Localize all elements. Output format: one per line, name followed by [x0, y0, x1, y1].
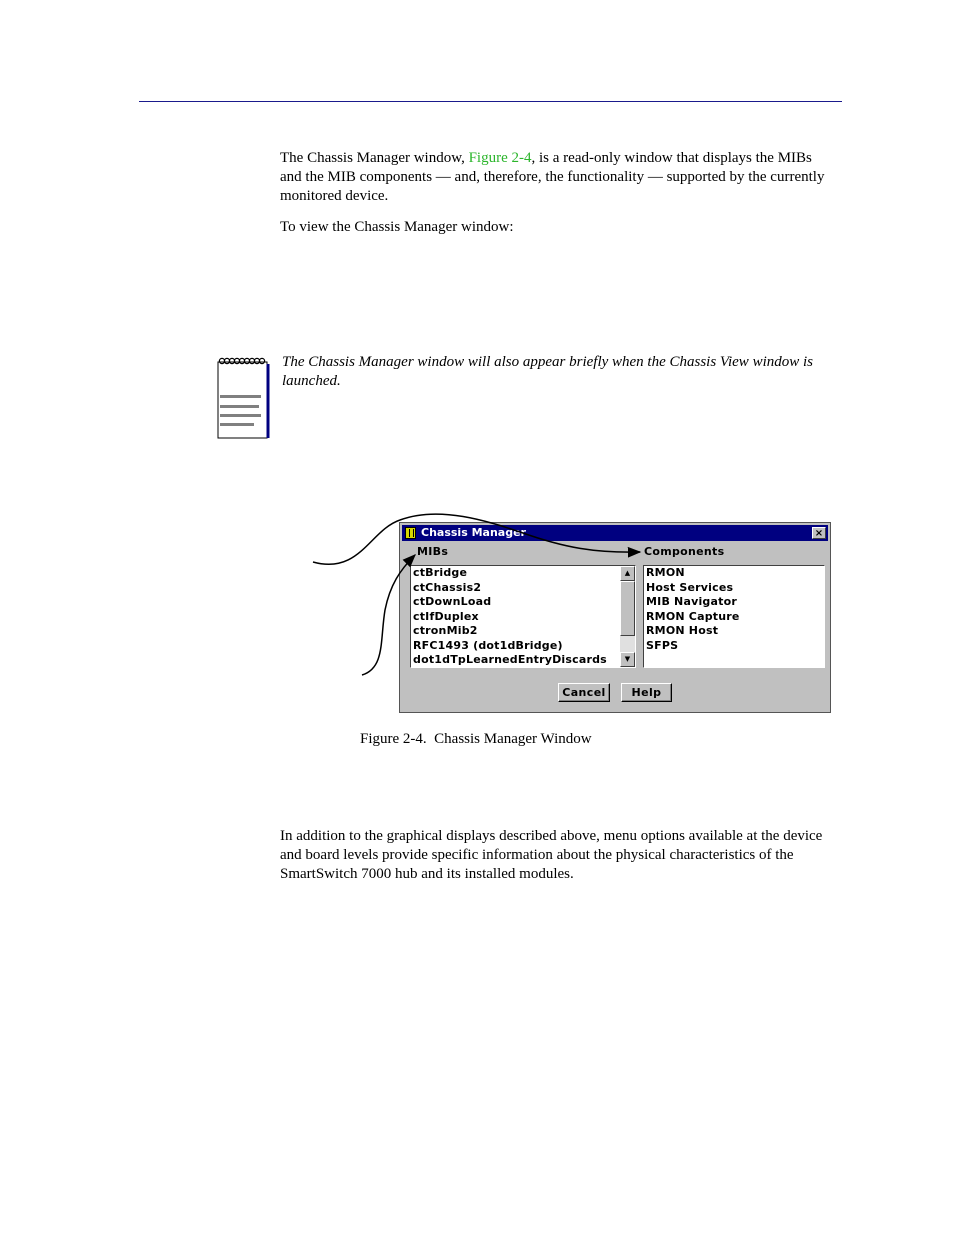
components-listbox[interactable] — [643, 565, 825, 668]
scroll-down-button[interactable]: ▼ — [620, 652, 635, 667]
scroll-up-button[interactable]: ▲ — [620, 566, 635, 581]
mibs-list-items — [411, 566, 635, 668]
component-list-item[interactable]: RMON Host — [646, 624, 719, 637]
figure-link[interactable]: Figure 2-4 — [468, 150, 532, 166]
view-instruction: To view the Chassis Manager window: — [280, 219, 514, 235]
chassis-manager-dialog — [399, 522, 831, 713]
cancel-button[interactable]: Cancel — [558, 683, 610, 702]
component-list-item[interactable]: Host Services — [646, 580, 734, 594]
closing-paragraph: In addition to the graphical displays described above, menu options available at the device and board levels provide specific information about the physical characteristics of the SmartSwitch 7000 hub and its installed modules. — [280, 828, 823, 882]
intro-paragraph: The Chassis Manager window, Figure 2-4, is a read-only window that displays the MIBs and the MIB components — and, therefore, the functionality — supported by the currently monitored device. — [280, 150, 825, 204]
component-list-item[interactable]: RMON Capture — [646, 609, 740, 623]
help-button[interactable]: Help — [621, 683, 672, 702]
note-text: The Chassis Manager window will also appear briefly when the Chassis View window is launched. — [282, 354, 813, 389]
components-list-items — [644, 566, 824, 653]
dialog-titlebar[interactable] — [402, 525, 828, 541]
mib-list-item[interactable]: dot1dTpLearnedEntryDiscards — [413, 653, 607, 666]
mibs-label: MIBs — [417, 545, 449, 558]
header-rule — [139, 101, 842, 102]
mibs-listbox[interactable] — [410, 565, 636, 668]
mib-list-item[interactable]: RFC1493 (dot1dBridge) — [413, 638, 563, 652]
scroll-thumb[interactable] — [620, 581, 635, 636]
component-list-item[interactable]: RMON — [646, 566, 685, 579]
component-list-item[interactable]: SFPS — [646, 638, 679, 652]
mib-list-item[interactable]: ctronMib2 — [413, 624, 478, 637]
components-label: Components — [644, 545, 725, 558]
note-icon — [214, 354, 272, 440]
mib-list-item[interactable]: ctBridge — [413, 566, 468, 579]
mib-list-item[interactable]: ctDownLoad — [413, 595, 492, 608]
mib-list-item[interactable]: ctChassis2 — [413, 580, 482, 594]
mibs-scrollbar[interactable] — [620, 566, 635, 667]
dialog-title: Chassis Manager — [421, 526, 526, 539]
figure-caption: Figure 2-4. Chassis Manager Window — [360, 731, 592, 747]
component-list-item[interactable]: MIB Navigator — [646, 595, 737, 608]
app-icon — [405, 527, 416, 539]
close-button[interactable]: × — [812, 527, 826, 539]
mib-list-item[interactable]: ctIfDuplex — [413, 609, 479, 623]
